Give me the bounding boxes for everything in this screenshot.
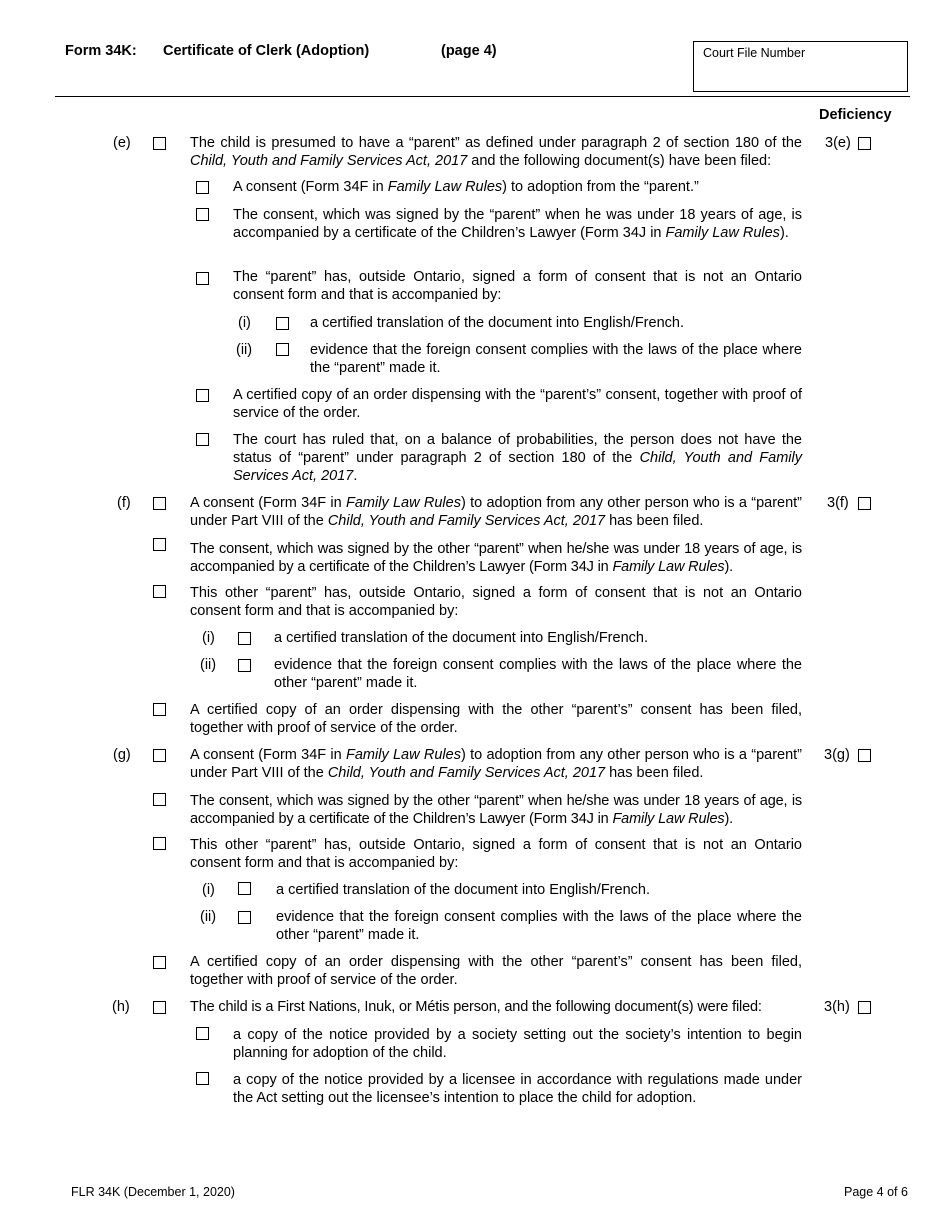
- e-item-5-checkbox[interactable]: [196, 433, 209, 446]
- footer-page-count: Page 4 of 6: [844, 1185, 908, 1199]
- deficiency-3e-checkbox[interactable]: [858, 137, 871, 150]
- f-sub-i-label: (i): [202, 630, 215, 646]
- section-h-label: (h): [112, 999, 130, 1015]
- f-item-3-text: A certified copy of an order dispensing with the other “parent’s” consent has been filed, together with proof of service of the order.: [190, 702, 802, 736]
- g-item-2-checkbox[interactable]: [153, 837, 166, 850]
- e-item-3-text: The “parent” has, outside Ontario, signed a form of consent that is not an Ontario consent form and that is accompanied by:: [233, 269, 802, 303]
- e-item-4-checkbox[interactable]: [196, 389, 209, 402]
- deficiency-3f-label: 3(f): [827, 495, 849, 511]
- f-item-2-checkbox[interactable]: [153, 585, 166, 598]
- section-e-label: (e): [113, 135, 131, 151]
- g-sub-ii-checkbox[interactable]: [238, 911, 251, 924]
- g-item-3-checkbox[interactable]: [153, 956, 166, 969]
- f-item-2-text: This other “parent” has, outside Ontario, signed a form of consent that is not an Ontario consent form and that is accompanied by:: [190, 585, 802, 619]
- g-item-3-text: A certified copy of an order dispensing with the other “parent’s” consent has been filed, together with proof of service of the order.: [190, 954, 802, 988]
- court-file-number-box[interactable]: [693, 41, 908, 92]
- section-g-checkbox[interactable]: [153, 749, 166, 762]
- deficiency-3h-label: 3(h): [824, 999, 850, 1015]
- section-e-lead: The child is presumed to have a “parent” as defined under paragraph 2 of section 180 of the Child, Youth and Family Services Act, 2017 and the following document(s) have been filed:: [190, 135, 802, 169]
- e-item-2-checkbox[interactable]: [196, 208, 209, 221]
- h-item-1-text: a copy of the notice provided by a society setting out the society’s intention to begin planning for adoption of the child.: [233, 1027, 802, 1061]
- f-sub-ii-label: (ii): [200, 657, 217, 673]
- form-title: Certificate of Clerk (Adoption): [163, 43, 370, 59]
- section-f-label: (f): [117, 495, 131, 511]
- e-sub-ii-text: evidence that the foreign consent complies with the laws of the place where the “parent” made it.: [310, 342, 802, 376]
- deficiency-3h-checkbox[interactable]: [858, 1001, 871, 1014]
- footer-form-version: FLR 34K (December 1, 2020): [71, 1185, 235, 1199]
- f-item-1-checkbox[interactable]: [153, 538, 166, 551]
- header-rule: [55, 96, 910, 97]
- g-sub-i-label: (i): [202, 882, 215, 898]
- deficiency-3g-checkbox[interactable]: [858, 749, 871, 762]
- section-f-lead: A consent (Form 34F in Family Law Rules) to adoption from any other person who is a “parent” under Part VIII of the Child, Youth and Family Services Act, 2017 has been filed.: [190, 495, 803, 529]
- deficiency-3f-checkbox[interactable]: [858, 497, 871, 510]
- section-h-lead: The child is a First Nations, Inuk, or Métis person, and the following document(s) were filed:: [190, 999, 762, 1015]
- f-sub-i-text: a certified translation of the document into English/French.: [274, 630, 648, 646]
- g-sub-i-checkbox[interactable]: [238, 882, 251, 895]
- h-item-2-checkbox[interactable]: [196, 1072, 209, 1085]
- section-e-checkbox[interactable]: [153, 137, 166, 150]
- e-item-2-text: The consent, which was signed by the “parent” when he was under 18 years of age, is accompanied by a certificate of the Children’s Lawyer (Form 34J in Family Law Rules).: [233, 207, 802, 241]
- section-h-checkbox[interactable]: [153, 1001, 166, 1014]
- e-item-1-text: A consent (Form 34F in Family Law Rules) to adoption from the “parent.”: [233, 179, 699, 195]
- e-item-3-checkbox[interactable]: [196, 272, 209, 285]
- f-sub-ii-checkbox[interactable]: [238, 659, 251, 672]
- section-f-checkbox[interactable]: [153, 497, 166, 510]
- f-item-3-checkbox[interactable]: [153, 703, 166, 716]
- section-g-label: (g): [113, 747, 131, 763]
- deficiency-heading: Deficiency: [819, 107, 892, 123]
- g-sub-ii-label: (ii): [200, 909, 217, 925]
- e-sub-i-label: (i): [238, 315, 251, 331]
- f-item-1-text: The consent, which was signed by the other “parent” when he/she was under 18 years of age, is accompanied by a certificate of the Children’s Lawyer (Form 34J in Family Law Rules).: [190, 541, 802, 575]
- e-sub-ii-label: (ii): [236, 342, 253, 358]
- deficiency-3g-label: 3(g): [824, 747, 850, 763]
- e-sub-i-checkbox[interactable]: [276, 317, 289, 330]
- h-item-1-checkbox[interactable]: [196, 1027, 209, 1040]
- form-number: Form 34K:: [65, 43, 137, 59]
- g-sub-i-text: a certified translation of the document into English/French.: [276, 882, 650, 898]
- page-indicator: (page 4): [441, 43, 497, 59]
- g-item-1-checkbox[interactable]: [153, 793, 166, 806]
- e-item-5-text: The court has ruled that, on a balance of probabilities, the person does not have the status of “parent” under paragraph 2 of section 180 of the Child, Youth and Family Services Act, 2017.: [233, 432, 802, 484]
- e-item-4-text: A certified copy of an order dispensing with the “parent’s” consent, together with proof of service of the order.: [233, 387, 802, 421]
- g-item-2-text: This other “parent” has, outside Ontario, signed a form of consent that is not an Ontario consent form and that is accompanied by:: [190, 837, 802, 871]
- deficiency-3e-label: 3(e): [825, 135, 851, 151]
- h-item-2-text: a copy of the notice provided by a licensee in accordance with regulations made under the Act setting out the licensee’s intention to place the child for adoption.: [233, 1072, 802, 1106]
- section-g-lead: A consent (Form 34F in Family Law Rules) to adoption from any other person who is a “parent” under Part VIII of the Child, Youth and Family Services Act, 2017 has been filed.: [190, 747, 803, 781]
- g-sub-ii-text: evidence that the foreign consent complies with the laws of the place where the other “parent” made it.: [276, 909, 802, 943]
- g-item-1-text: The consent, which was signed by the other “parent” when he/she was under 18 years of age, is accompanied by a certificate of the Children’s Lawyer (Form 34J in Family Law Rules).: [190, 793, 802, 827]
- e-sub-ii-checkbox[interactable]: [276, 343, 289, 356]
- court-file-number-label: Court File Number: [703, 46, 806, 60]
- e-sub-i-text: a certified translation of the document into English/French.: [310, 315, 684, 331]
- e-item-1-checkbox[interactable]: [196, 181, 209, 194]
- f-sub-ii-text: evidence that the foreign consent complies with the laws of the place where the other “parent” made it.: [274, 657, 802, 691]
- f-sub-i-checkbox[interactable]: [238, 632, 251, 645]
